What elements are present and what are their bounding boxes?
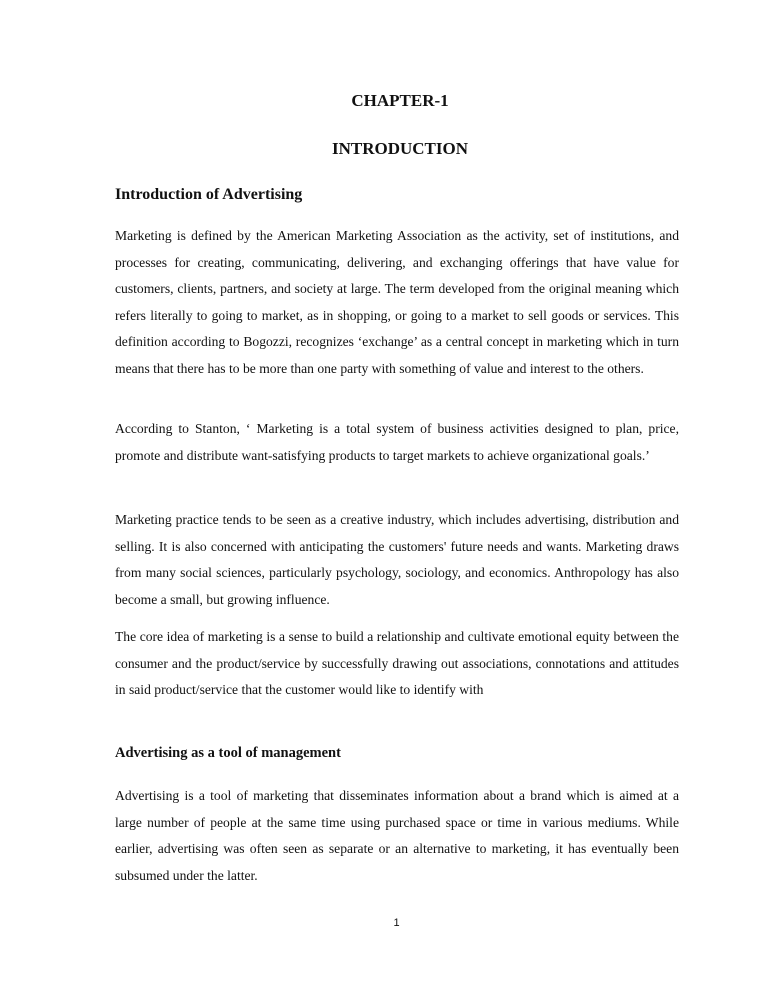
section-heading-introduction: Introduction of Advertising [115,186,303,203]
chapter-label: CHAPTER-1 [351,91,449,110]
page-number: 1 [393,917,400,929]
paragraph-stanton-quote: According to Stanton, ‘ Marketing is a total system of business activities designed to plan, price, promote and distribute want-satisfying products to target markets to achieve organizational goals.’ [115,421,679,463]
paragraph-marketing-practice: Marketing practice tends to be seen as a creative industry, which includes advertising, distribution and selling. It is also concerned with anticipating the customers' future needs and wants. Marketing draws from many social sciences, particularly psychology, sociology, and economics. Anthropology has also become a small, but growing influence. [115,512,679,607]
chapter-title: INTRODUCTION [331,139,469,158]
paragraph-advertising-tool: Advertising is a tool of marketing that disseminates information about a brand which is aimed at a large number of people at the same time using purchased space or time in various mediums. While earlier, advertising was often seen as separate or an alternative to marketing, it has eventually been subsumed under the latter. [115,788,679,883]
paragraph-core-idea: The core idea of marketing is a sense to build a relationship and cultivate emotional equity between the consumer and the product/service by successfully drawing out associations, connotations and attitudes in said product/service that the customer would like to identify with [115,629,679,697]
section-heading-advertising-tool: Advertising as a tool of management [115,745,341,761]
paragraph-marketing-definition: Marketing is defined by the American Marketing Association as the activity, set of institutions, and processes for creating, communicating, delivering, and exchanging offerings that have value for customers, clients, partners, and society at large. The term developed from the original meaning which refers literally to going to market, as in shopping, or going to a market to sell goods or services. This definition according to Bogozzi, recognizes ‘exchange’ as a central concept in marketing which in turn means that there has to be more than one party with something of value and interest to the others. [115,228,679,376]
